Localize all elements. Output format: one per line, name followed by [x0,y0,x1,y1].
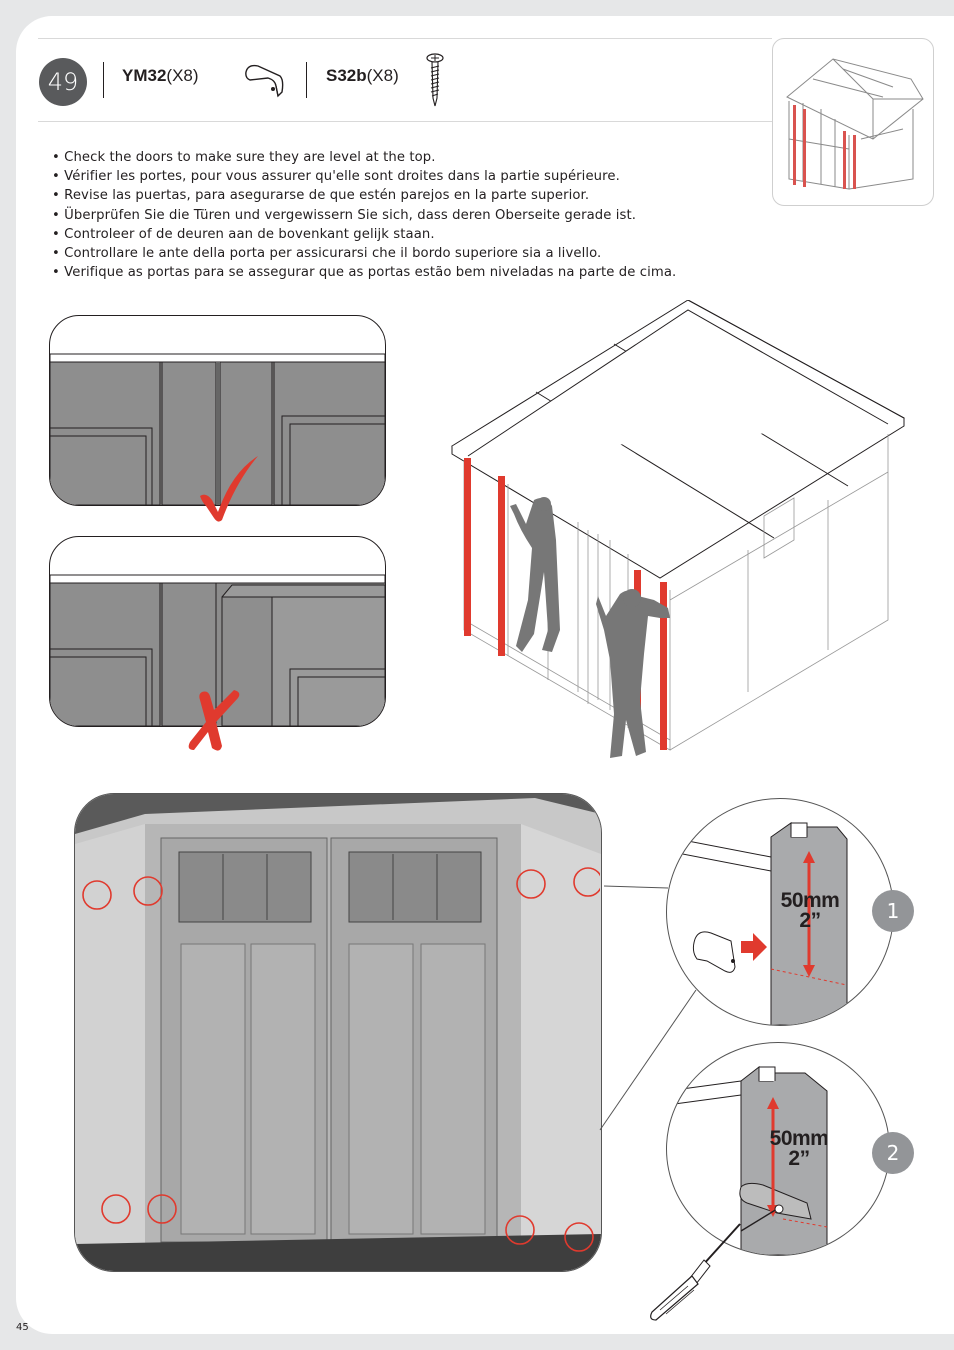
step-number: 49 [47,68,79,96]
part-code: S32b [326,66,367,85]
instruction-fr: • Vérifier les portes, pour vous assurer qu'elle sont droites dans la partie supérieure. [52,169,620,185]
measurement-in: 2” [788,1147,810,1170]
instruction-pt: • Verifique as portas para se assegurar que as portas estão bem niveladas na parte de cima. [52,265,677,281]
measurement-label-1 [777,891,843,931]
detail-number-text: 2 [886,1141,900,1165]
instruction-de: • Überprüfen Sie die Türen und vergewissern Sie sich, dass deren Oberseite gerade ist. [52,207,637,223]
measurement-label-2 [767,1129,831,1169]
detail-number-1 [872,890,914,932]
detail-number-text: 1 [886,899,900,923]
detail-number-2 [872,1132,914,1174]
page-number: 45 [16,1322,29,1333]
part-qty: (X8) [166,66,199,85]
part-qty: (X8) [366,66,399,85]
detail-zoom-1 [666,798,894,1026]
part-code: YM32 [122,66,167,85]
instruction-it: • Controllare le ante della porta per assicurarsi che il bordo superiore sia a livello. [52,246,602,262]
screwdriver-icon [644,1220,744,1324]
instruction-en: • Check the doors to make sure they are level at the top. [52,150,436,165]
measurement-mm: 50mm [769,1127,829,1150]
measurement-in: 2” [799,909,821,932]
instruction-es: • Revise las puertas, para asegurarse de que estén parejos en la parte superior. [52,188,590,204]
measurement-mm: 50mm [780,889,840,912]
instruction-nl: • Controleer of de deuren aan de bovenkant gelijk staan. [52,226,435,242]
